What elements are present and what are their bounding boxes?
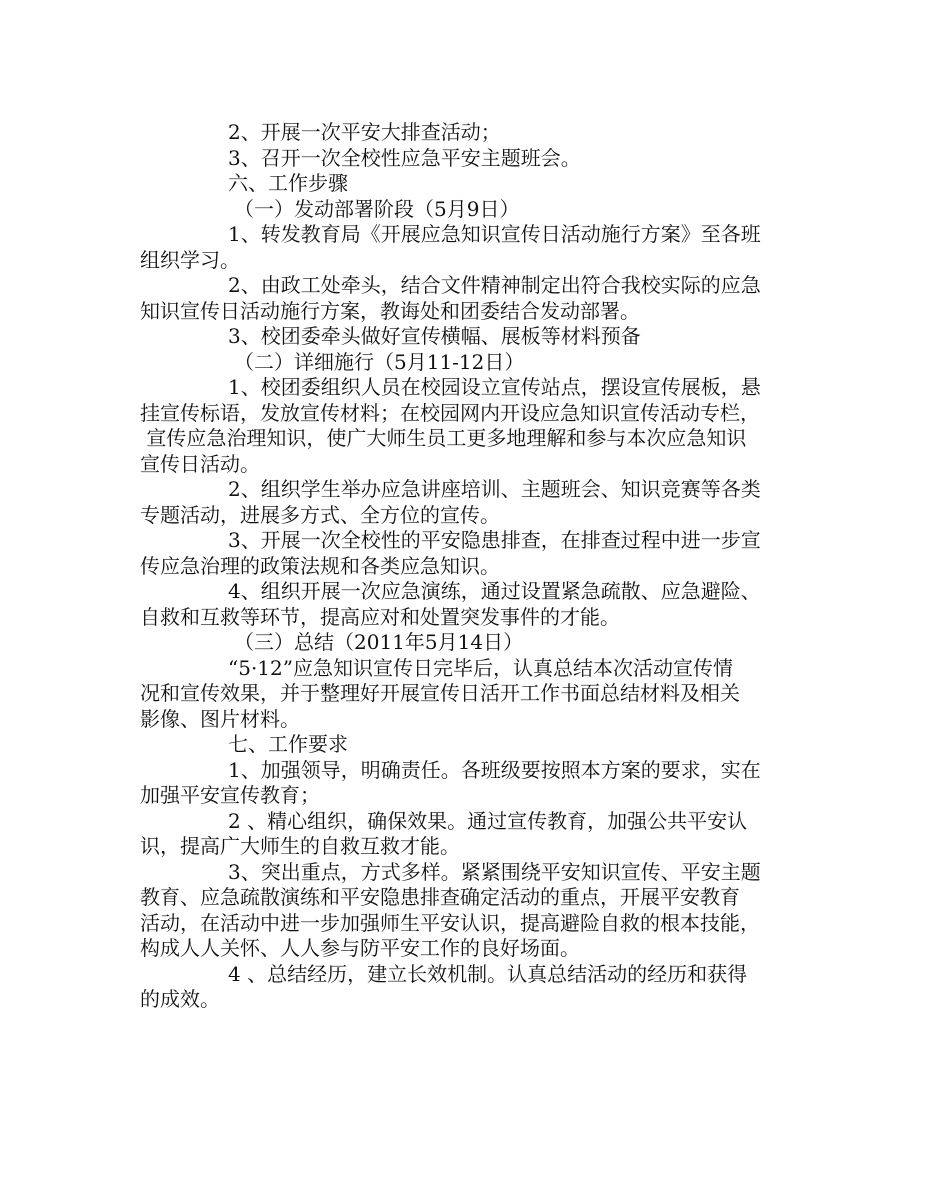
text-line: 2 、精心组织，确保效果。通过宣传教育，加强公共平安认 bbox=[228, 808, 748, 833]
document-body bbox=[140, 120, 820, 1013]
text-line: 1、校团委组织人员在校园设立宣传站点，摆设宣传展板，悬 bbox=[228, 375, 761, 399]
text-line: 教育、应急疏散演练和平安隐患排查确定活动的重点，开展平安教育 bbox=[140, 885, 740, 909]
text-line: 影像、图片材料。 bbox=[140, 706, 300, 731]
text-line: 七、工作要求 bbox=[228, 732, 348, 756]
text-line: 专题活动，进展多方式、全方位的宣传。 bbox=[140, 502, 500, 527]
text-line: 3、突出重点，方式多样。紧紧围绕平安知识宣传、平安主题 bbox=[228, 859, 761, 884]
text-line: 挂宣传标语，发放宣传材料；在校园网内开设应急知识宣传活动专栏， bbox=[140, 400, 760, 425]
text-line: 构成人人关怀、人人参与防平安工作的良好场面。 bbox=[140, 936, 580, 960]
text-line: 活动，在活动中进一步加强师生平安认识，提高避险自救的根本技能， bbox=[140, 910, 760, 935]
text-line: 宣传应急治理知识，使广大师生员工更多地理解和参与本次应急知识 bbox=[140, 426, 747, 450]
text-line: （二）详细施行（5月11-12日） bbox=[234, 349, 525, 374]
text-line: 1、转发教育局《开展应急知识宣传日活动施行方案》至各班 bbox=[228, 222, 761, 246]
text-line: 组织学习。 bbox=[140, 247, 240, 272]
text-line: 的成效。 bbox=[140, 987, 220, 1011]
text-line: 4 、总结经历，建立长效机制。认真总结活动的经历和获得 bbox=[228, 961, 748, 986]
text-line: 识，提高广大师生的自救互救才能。 bbox=[140, 834, 460, 858]
text-line: 2、组织学生举办应急讲座培训、主题班会、知识竞赛等各类 bbox=[228, 477, 761, 501]
text-line: “5·12”应急知识宣传日完毕后，认真总结本次活动宣传情 bbox=[228, 655, 733, 680]
text-line: 自救和互救等环节，提高应对和处置突发事件的才能。 bbox=[140, 604, 620, 629]
text-line: 3、召开一次全校性应急平安主题班会。 bbox=[228, 145, 581, 170]
text-line: 3、开展一次全校性的平安隐患排查，在排查过程中进一步宣 bbox=[228, 528, 761, 552]
text-line: （三）总结（2011年5月14日） bbox=[234, 630, 524, 654]
text-line: 六、工作步骤 bbox=[228, 171, 348, 195]
text-line: 况和宣传效果，并于整理好开展宣传日活开工作书面总结材料及相关 bbox=[140, 681, 740, 705]
text-line: 加强平安宣传教育； bbox=[140, 783, 320, 807]
text-line: 2、由政工处牵头，结合文件精神制定出符合我校实际的应急 bbox=[228, 273, 761, 297]
text-line: 4、组织开展一次应急演练，通过设置紧急疏散、应急避险、 bbox=[228, 579, 761, 603]
text-line: 3、校团委牵头做好宣传横幅、展板等材料预备 bbox=[228, 324, 641, 348]
text-line: 1、加强领导，明确责任。各班级要按照本方案的要求，实在 bbox=[228, 757, 761, 782]
text-line: 传应急治理的政策法规和各类应急知识。 bbox=[140, 553, 500, 578]
text-line: （一）发动部署阶段（5月9日） bbox=[234, 196, 520, 221]
text-line: 宣传日活动。 bbox=[140, 451, 260, 476]
text-line: 知识宣传日活动施行方案，教诲处和团委结合发动部署。 bbox=[140, 298, 640, 323]
text-line: 2、开展一次平安大排查活动； bbox=[228, 120, 501, 144]
